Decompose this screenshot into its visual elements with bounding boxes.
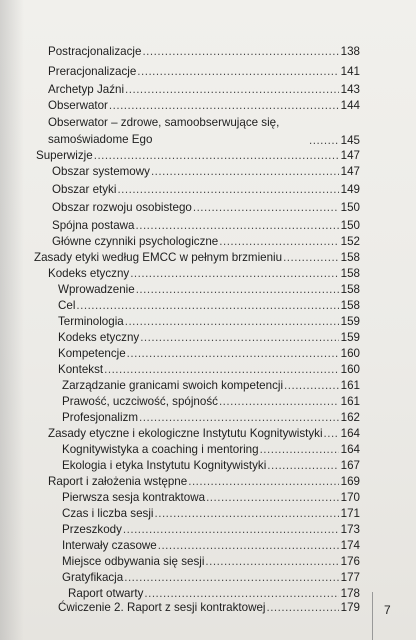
toc-entry-page: 147 [340, 149, 360, 162]
toc-entry [62, 538, 360, 553]
toc-entry-title: Czas i liczba sesji [62, 507, 154, 520]
toc-entry [48, 44, 360, 59]
toc-entry-page: 161 [340, 395, 360, 408]
toc-entry [48, 266, 360, 281]
toc-entry-page: 145 [340, 134, 360, 147]
toc-entry-title: Obszar rozwoju osobistego [52, 201, 192, 214]
toc-entry [58, 362, 360, 377]
toc-entry-page: 141 [340, 65, 360, 78]
toc-entry [62, 522, 360, 537]
page-number: 7 [384, 603, 391, 617]
toc-entry-page: 178 [340, 587, 360, 600]
toc-entry [48, 474, 360, 489]
toc-entry [62, 506, 360, 521]
toc-entry-title: Przeszkody [62, 523, 122, 536]
toc-entry-title: Obserwator – zdrowe, samoobserwujące się, samoświadome Ego [48, 116, 280, 146]
toc-entry [62, 378, 360, 393]
toc-entry-page: 147 [340, 165, 360, 178]
toc-entry-title: Kodeks etyczny [48, 267, 130, 280]
toc-entry [62, 410, 360, 425]
toc-entry-page: 143 [340, 83, 360, 96]
toc-entry-page: 158 [340, 299, 360, 312]
toc-entry-page: 150 [340, 201, 360, 214]
toc-entry-title: Superwizje [36, 149, 93, 162]
toc-entry-page: 152 [340, 235, 360, 248]
toc-entry-page: 160 [340, 347, 360, 360]
toc-entry [62, 394, 360, 409]
toc-entry-title: Pierwsza sesja kontraktowa [62, 491, 206, 504]
toc-entry-title: Obszar systemowy [52, 165, 150, 178]
toc-entry-page: 158 [340, 283, 360, 296]
toc-entry [68, 586, 360, 601]
toc-entry-page: 150 [340, 219, 360, 232]
toc-entry-title: Cel [58, 299, 76, 312]
toc-entry-page: 176 [340, 555, 360, 568]
toc-entry [48, 98, 360, 113]
toc-entry [52, 182, 360, 197]
toc-entry-title: Wprowadzenie [58, 283, 135, 296]
toc-entry [36, 148, 360, 163]
toc-entry-title: Ekologia i etyka Instytutu Kognitywistyki [62, 459, 267, 472]
toc-entry-title: Preracjonalizacje [48, 65, 137, 78]
toc-entry-title: Zasady etyki według EMCC w pełnym brzmieniu [34, 251, 283, 264]
toc-entry-title: Spójna postawa [52, 219, 135, 232]
toc-entry [62, 458, 360, 473]
toc-entry-page: 169 [340, 475, 360, 488]
toc-entry [52, 164, 360, 179]
toc-entry [48, 426, 360, 441]
toc-entry-page: 160 [340, 363, 360, 376]
toc-entry-title: Profesjonalizm [62, 411, 139, 424]
toc-entry-title: Raport i założenia wstępne [48, 475, 188, 488]
toc-entry-title: Główne czynniki psychologiczne [52, 235, 219, 248]
toc-entry-page: 173 [340, 523, 360, 536]
toc-entry [52, 234, 360, 249]
toc-entry-page: 174 [340, 539, 360, 552]
toc-entry-page: 149 [340, 183, 360, 196]
toc-entry-page: 144 [340, 99, 360, 112]
toc-entry [52, 200, 360, 215]
toc-entry-title: Zarządzanie granicami swoich kompetencji [62, 379, 284, 392]
toc-entry-title: Interwały czasowe [62, 539, 157, 552]
toc-entry-page: 170 [340, 491, 360, 504]
toc-entry-title: Kompetencje [58, 347, 126, 360]
toc-entry-page: 177 [340, 571, 360, 584]
toc-entry-title: Terminologia [58, 315, 124, 328]
toc-entry-page: 162 [340, 411, 360, 424]
toc-entry-title: Archetyp Jaźni [48, 83, 125, 96]
toc-entry-title: Gratyfikacja [62, 571, 124, 584]
toc-entry-title: Zasady etyczne i ekologiczne Instytutu Kognitywistyki [48, 427, 323, 440]
toc-entry [58, 314, 360, 329]
toc-entry-title: Miejsce odbywania się sesji [62, 555, 205, 568]
toc-entry-title: Kognitywistyka a coaching i mentoring [62, 443, 259, 456]
footer-divider [372, 592, 373, 640]
toc-entry [58, 298, 360, 313]
toc-entry-page: 159 [340, 315, 360, 328]
toc-entry [52, 218, 360, 233]
toc-entry-title: Obserwator [48, 99, 108, 112]
toc-entry [58, 330, 360, 345]
toc-entry [62, 554, 360, 569]
toc-entry-title: Raport otwarty [68, 587, 144, 600]
toc-entry [48, 64, 360, 79]
toc-entry-page: 158 [340, 267, 360, 280]
toc-entry [62, 490, 360, 505]
toc-entry [62, 442, 360, 457]
toc-entry-page: 179 [340, 601, 360, 614]
toc-entry [48, 114, 360, 148]
toc-entry-page: 161 [340, 379, 360, 392]
toc-entry-page: 167 [340, 459, 360, 472]
toc-entry-page: 164 [340, 427, 360, 440]
toc-entry-page: 159 [340, 331, 360, 344]
toc-entry-page: 138 [340, 45, 360, 58]
toc-entry [58, 600, 360, 615]
toc-entry [58, 346, 360, 361]
toc-entry [48, 82, 360, 97]
toc-entry [62, 570, 360, 585]
toc-entry-title: Prawość, uczciwość, spójność [62, 395, 218, 408]
toc-entry-page: 164 [340, 443, 360, 456]
toc-entry-title: Postracjonalizacje [48, 45, 142, 58]
toc-entry-title: Ćwiczenie 2. Raport z sesji kontraktowej [58, 601, 266, 614]
toc-entry-title: Obszar etyki [52, 183, 117, 196]
toc-entry [34, 250, 360, 265]
toc-entry-page: 171 [340, 507, 360, 520]
toc-entry-title: Kodeks etyczny [58, 331, 140, 344]
toc-entry [58, 282, 360, 297]
toc-entry-title: Kontekst [58, 363, 104, 376]
toc-entry-page: 158 [340, 251, 360, 264]
